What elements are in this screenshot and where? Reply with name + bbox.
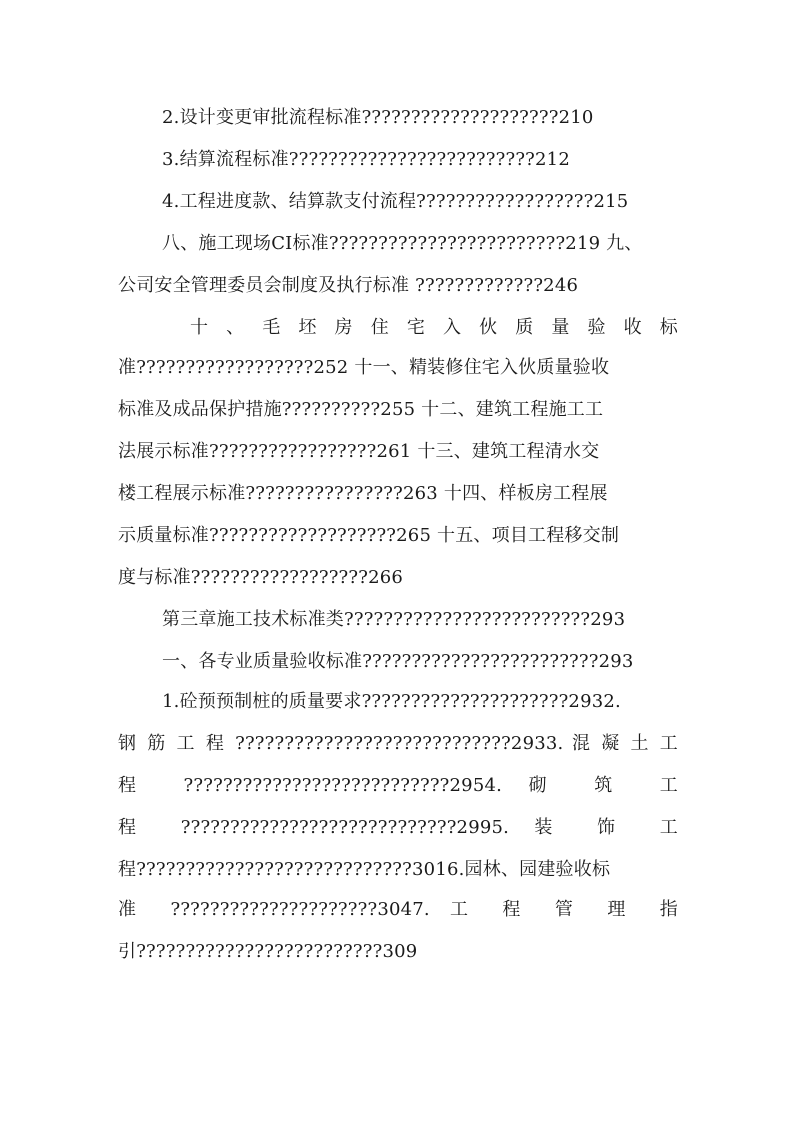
toc-line: 十 、 毛 坯 房 住 宅 入 伙 质 量 验 收 标 xyxy=(190,317,678,338)
toc-line: 程 ???????????????????????????2954. 砌 筑 工 xyxy=(118,775,678,796)
section-heading: 一、各专业质量验收标准????????????????????????293 xyxy=(162,651,634,672)
toc-line: 程????????????????????????????3016.园林、园建验收标 xyxy=(118,859,611,880)
toc-line: 准??????????????????252 十一、精装修住宅入伙质量验收 xyxy=(118,357,610,378)
toc-line: 引?????????????????????????309 xyxy=(118,941,418,962)
toc-line: 2.设计变更审批流程标准????????????????????210 xyxy=(162,107,594,128)
toc-line: 准 ?????????????????????3047. 工 程 管 理 指 xyxy=(118,899,678,920)
toc-line: 公司安全管理委员会制度及执行标准 ?????????????246 xyxy=(118,275,579,296)
toc-line: 度与标准??????????????????266 xyxy=(118,567,404,588)
chapter-heading: 第三章施工技术标准类?????????????????????????293 xyxy=(162,609,626,630)
toc-line: 3.结算流程标准?????????????????????????212 xyxy=(162,149,570,170)
toc-line: 法展示标准?????????????????261 十三、建筑工程清水交 xyxy=(118,441,600,462)
toc-line: 楼工程展示标准????????????????263 十四、样板房工程展 xyxy=(118,483,608,504)
toc-line: 标准及成品保护措施??????????255 十二、建筑工程施工工 xyxy=(118,399,604,420)
toc-line: 示质量标准???????????????????265 十五、项目工程移交制 xyxy=(118,525,620,546)
toc-line: 4.工程进度款、结算款支付流程??????????????????215 xyxy=(162,191,629,212)
toc-line: 八、施工现场CI标准????????????????????????219 九、 xyxy=(162,233,643,254)
toc-line: 1.砼预预制桩的质量要求?????????????????????2932. xyxy=(162,691,621,712)
toc-line: 程 ????????????????????????????2995. 装 饰 工 xyxy=(118,817,678,838)
toc-line: 钢 筋 工 程 ????????????????????????????2933. 混 凝 土 工 xyxy=(118,733,678,754)
